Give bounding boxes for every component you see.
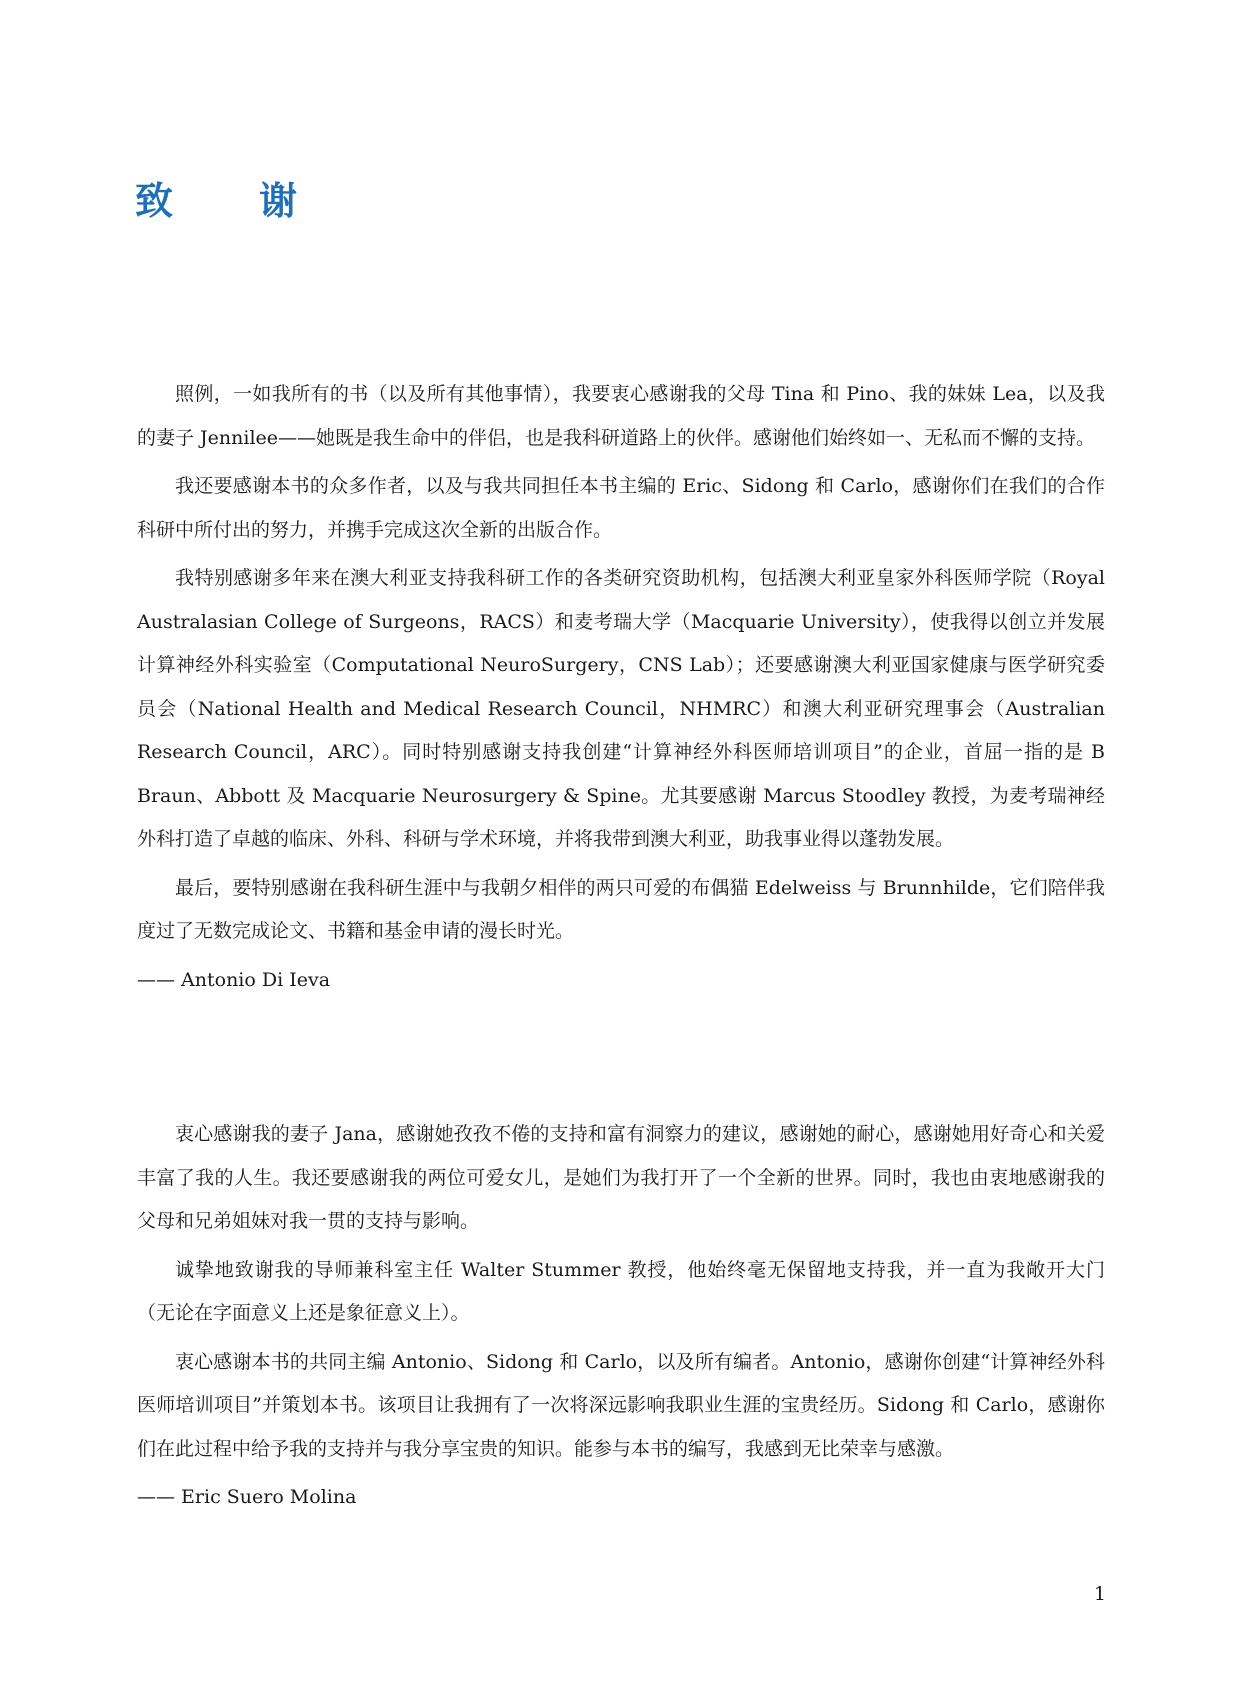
paragraph: 衷心感谢我的妻子 Jana，感谢她孜孜不倦的支持和富有洞察力的建议，感谢她的耐心，感谢她用好奇心和关爱丰富了我的人生。我还要感谢我的两位可爱女儿，是她们为我打开了一个全新的世界。同时，我也由衷地感谢我的父母和兄弟姐妹对我一贯的支持与影响。 bbox=[137, 1123, 1105, 1232]
paragraph: 我还要感谢本书的众多作者，以及与我共同担任本书主编的 Eric、Sidong 和 Carlo，感谢你们在我们的合作科研中所付出的努力，并携手完成这次全新的出版合作。 bbox=[137, 475, 1105, 541]
acknowledgement-section-antonio bbox=[137, 373, 1105, 1002]
paragraph: 诚挚地致谢我的导师兼科室主任 Walter Stummer 教授，他始终毫无保留地支持我，并一直为我敞开大门（无论在字面意义上还是象征意义上）。 bbox=[137, 1258, 1105, 1324]
signature: —— Eric Suero Molina bbox=[137, 1486, 357, 1508]
paragraph: 衷心感谢本书的共同主编 Antonio、Sidong 和 Carlo，以及所有编者。Antonio，感谢你创建“计算神经外科医师培训项目”并策划本书。该项目让我拥有了一次将深远影响我职业生涯的宝贵经历。Sidong 和 Carlo，感谢你们在此过程中给予我的支持并与我分享宝贵的知识。能参与本书的编写，我感到无比荣幸与感激。 bbox=[137, 1350, 1105, 1460]
signature: —— Antonio Di Ieva bbox=[137, 968, 331, 991]
page-number: 1 bbox=[1093, 1583, 1106, 1605]
paragraph: 最后，要特别感谢在我科研生涯中与我朝夕相伴的两只可爱的布偶猫 Edelweiss 与 Brunnhilde，它们陪伴我度过了无数完成论文、书籍和基金申请的漫长时光。 bbox=[137, 876, 1105, 942]
acknowledgement-section-eric bbox=[137, 1113, 1105, 1520]
page-title: 致 谢 bbox=[135, 179, 322, 223]
paragraph: 照例，一如我所有的书（以及所有其他事情），我要衷心感谢我的父母 Tina 和 Pino、我的妹妹 Lea，以及我的妻子 Jennilee——她既是我生命中的伴侣，也是我科研道路上的伙伴。感谢他们始终如一、无私而不懈的支持。 bbox=[137, 383, 1105, 449]
paragraph: 我特别感谢多年来在澳大利亚支持我科研工作的各类研究资助机构，包括澳大利亚皇家外科医师学院（Royal Australasian College of Surgeons，RACS）和麦考瑞大学（Macquarie University），使我得以创立并发展计算神经外科实验室（Computational NeuroSurgery，CNS Lab）；还要感谢澳大利亚国家健康与医学研究委员会（National Health and Medical Research Council，NHMRC）和澳大利亚研究理事会（Australian Research Council，ARC）。同时特别感谢支持我创建“计算神经外科医师培训项目”的企业，首屈一指的是 B Braun、Abbott 及 Macquarie Neurosurgery & Spine。尤其要感谢 Marcus Stoodley 教授，为麦考瑞神经外科打造了卓越的临床、外科、科研与学术环境，并将我带到澳大利亚，助我事业得以蓬勃发展。 bbox=[137, 567, 1105, 850]
